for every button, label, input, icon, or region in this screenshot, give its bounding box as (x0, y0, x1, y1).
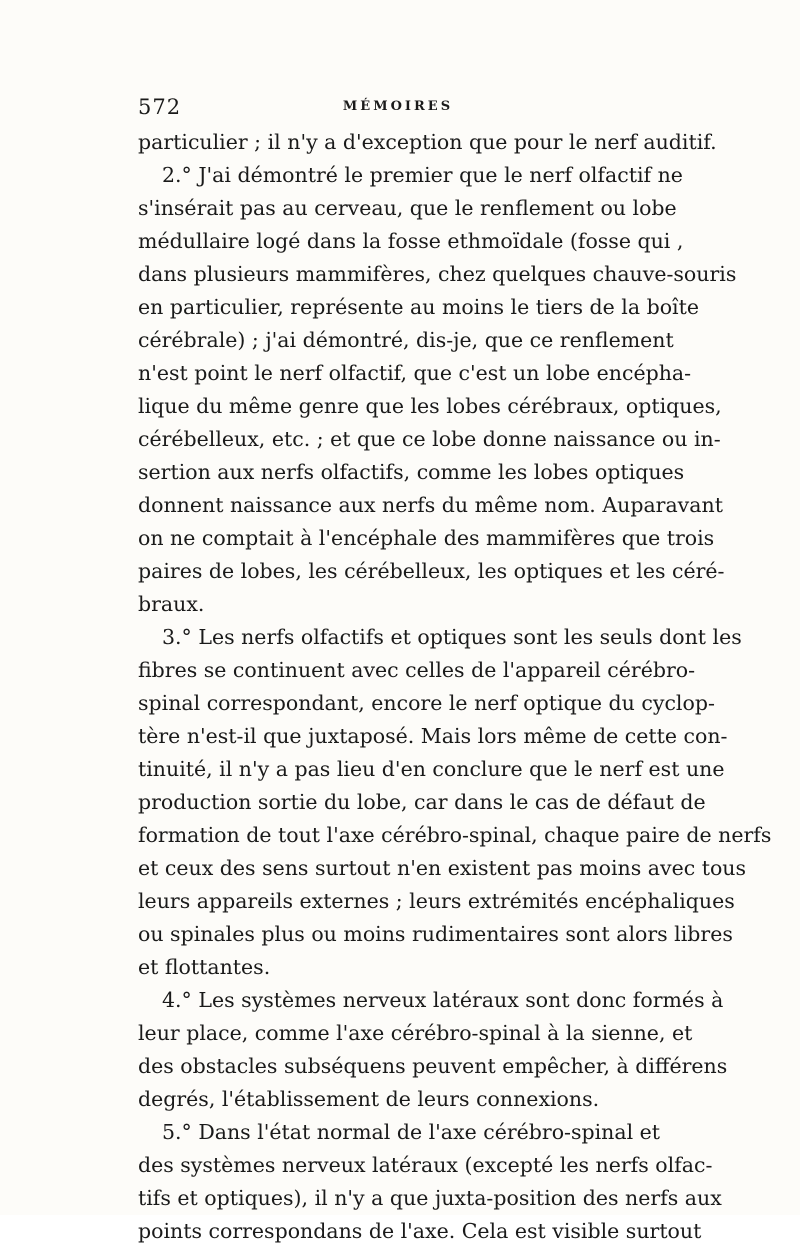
body-text (138, 126, 772, 1248)
text-line: degrés, l'établissement de leurs connexions. (138, 1087, 600, 1111)
text-line: des systèmes nerveux latéraux (excepté les nerfs olfac- (138, 1153, 713, 1177)
text-line: sertion aux nerfs olfactifs, comme les lobes optiques (138, 460, 685, 484)
text-line: médullaire logé dans la fosse ethmoïdale (fosse qui , (138, 229, 684, 253)
text-line: 2.° J'ai démontré le premier que le nerf olfactif ne (162, 163, 683, 187)
text-line: des obstacles subséquens peuvent empêcher, à différens (138, 1054, 728, 1078)
text-line: s'insérait pas au cerveau, que le renflement ou lobe (138, 196, 677, 220)
text-line: en particulier, représente au moins le tiers de la boîte (138, 295, 699, 319)
text-line: leurs appareils externes ; leurs extrémités encéphaliques (138, 889, 735, 913)
text-line: 4.° Les systèmes nerveux latéraux sont donc formés à (162, 988, 724, 1012)
text-line: spinal correspondant, encore le nerf optique du cyclop- (138, 691, 715, 715)
text-line: braux. (138, 592, 205, 616)
text-line: 5.° Dans l'état normal de l'axe cérébro-spinal et (162, 1120, 661, 1144)
text-line: n'est point le nerf olfactif, que c'est un lobe encépha- (138, 361, 692, 385)
text-line: dans plusieurs mammifères, chez quelques chauve-souris (138, 262, 737, 286)
text-line: production sortie du lobe, car dans le cas de défaut de (138, 790, 706, 814)
text-line: on ne comptait à l'encéphale des mammifères que trois (138, 526, 715, 550)
text-line: fibres se continuent avec celles de l'appareil cérébro- (138, 658, 696, 682)
text-line: leur place, comme l'axe cérébro-spinal à la sienne, et (138, 1021, 693, 1045)
text-line: ou spinales plus ou moins rudimentaires sont alors libres (138, 922, 733, 946)
text-line: tinuité, il n'y a pas lieu d'en conclure que le nerf est une (138, 757, 725, 781)
text-line: donnent naissance aux nerfs du même nom. Auparavant (138, 493, 723, 517)
text-line: cérébrale) ; j'ai démontré, dis-je, que ce renflement (138, 328, 674, 352)
page-header (138, 92, 658, 122)
text-line: particulier ; il n'y a d'exception que pour le nerf auditif. (138, 130, 717, 154)
text-line: et flottantes. (138, 955, 271, 979)
text-line: lique du même genre que les lobes cérébraux, optiques, (138, 394, 722, 418)
text-line: points correspondans de l'axe. Cela est visible surtout (138, 1219, 702, 1243)
page-number: 572 (138, 95, 182, 119)
text-line: tifs et optiques), il n'y a que juxta-position des nerfs aux (138, 1186, 722, 1210)
running-title: MÉMOIRES (342, 99, 454, 114)
text-line: paires de lobes, les cérébelleux, les optiques et les céré- (138, 559, 725, 583)
text-line: et ceux des sens surtout n'en existent pas moins avec tous (138, 856, 747, 880)
text-line: tère n'est-il que juxtaposé. Mais lors même de cette con- (138, 724, 728, 748)
text-line: cérébelleux, etc. ; et que ce lobe donne naissance ou in- (138, 427, 721, 451)
text-line: 3.° Les nerfs olfactifs et optiques sont les seuls dont les (162, 625, 742, 649)
text-line: formation de tout l'axe cérébro-spinal, chaque paire de nerfs (138, 823, 772, 847)
